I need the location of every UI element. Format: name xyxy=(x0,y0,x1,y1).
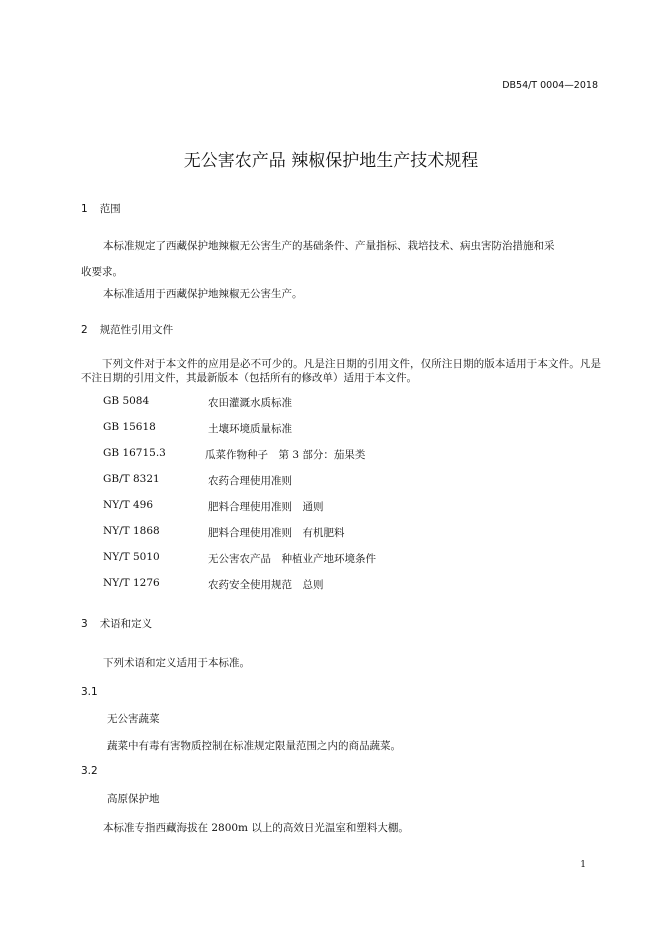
reference-name: 肥料合理使用准则 有机肥料 xyxy=(208,527,345,539)
term-title: 高原保护地 xyxy=(107,793,160,805)
page-number: 1 xyxy=(580,860,586,870)
reference-name: 肥料合理使用准则 通则 xyxy=(208,501,324,513)
section-2-heading xyxy=(81,322,173,337)
reference-code: GB 16715.3 xyxy=(103,447,166,459)
section-1-heading xyxy=(81,201,121,216)
scope-paragraph-line2: 收要求。 xyxy=(81,266,123,278)
reference-name: 无公害农产品 种植业产地环境条件 xyxy=(208,553,376,565)
section-title: 术语和定义 xyxy=(99,618,153,630)
reference-code: NY/T 5010 xyxy=(103,551,160,563)
section-number: 1 xyxy=(81,203,88,215)
page-title: 无公害农产品 辣椒保护地生产技术规程 xyxy=(183,151,479,171)
reference-code: NY/T 496 xyxy=(103,499,154,511)
references-intro: 下列文件对于本文件的应用是必不可少的。凡是注日期的引用文件，仅所注日期的版本适用于本文件。凡是不注日期的引用文件，其最新版本（包括所有的修改单）适用于本文件。 xyxy=(81,358,601,384)
terms-intro: 下列术语和定义适用于本标准。 xyxy=(103,657,250,669)
reference-code: NY/T 1276 xyxy=(103,577,160,589)
scope-paragraph-line1: 本标准规定了西藏保护地辣椒无公害生产的基础条件、产量指标、栽培技术、病虫害防治措施和采 xyxy=(103,240,555,252)
term-number: 3.2 xyxy=(81,765,98,777)
reference-name: 农田灌溉水质标准 xyxy=(208,397,292,409)
term-definition: 本标准专指西藏海拔在 2800m 以上的高效日光温室和塑料大棚。 xyxy=(103,822,409,834)
section-3-heading xyxy=(81,616,152,631)
document-code: DB54/T 0004—2018 xyxy=(502,80,598,91)
section-number: 3 xyxy=(81,618,88,630)
reference-code: GB 5084 xyxy=(103,395,150,407)
section-title: 规范性引用文件 xyxy=(99,324,174,336)
reference-name: 瓜菜作物种子 第 3 部分：茄果类 xyxy=(205,449,366,461)
term-number: 3.1 xyxy=(81,686,98,698)
reference-code: GB 15618 xyxy=(103,421,156,433)
scope-paragraph-2: 本标准适用于西藏保护地辣椒无公害生产。 xyxy=(103,288,303,300)
term-definition: 蔬菜中有毒有害物质控制在标准规定限量范围之内的商品蔬菜。 xyxy=(107,740,401,752)
section-number: 2 xyxy=(81,324,88,336)
reference-name: 农药合理使用准则 xyxy=(208,475,292,487)
reference-name: 土壤环境质量标准 xyxy=(208,423,292,435)
term-title: 无公害蔬菜 xyxy=(107,713,160,725)
section-title: 范围 xyxy=(99,203,121,215)
reference-code: NY/T 1868 xyxy=(103,525,160,537)
reference-name: 农药安全使用规范 总则 xyxy=(208,579,324,591)
reference-code: GB/T 8321 xyxy=(103,473,160,485)
